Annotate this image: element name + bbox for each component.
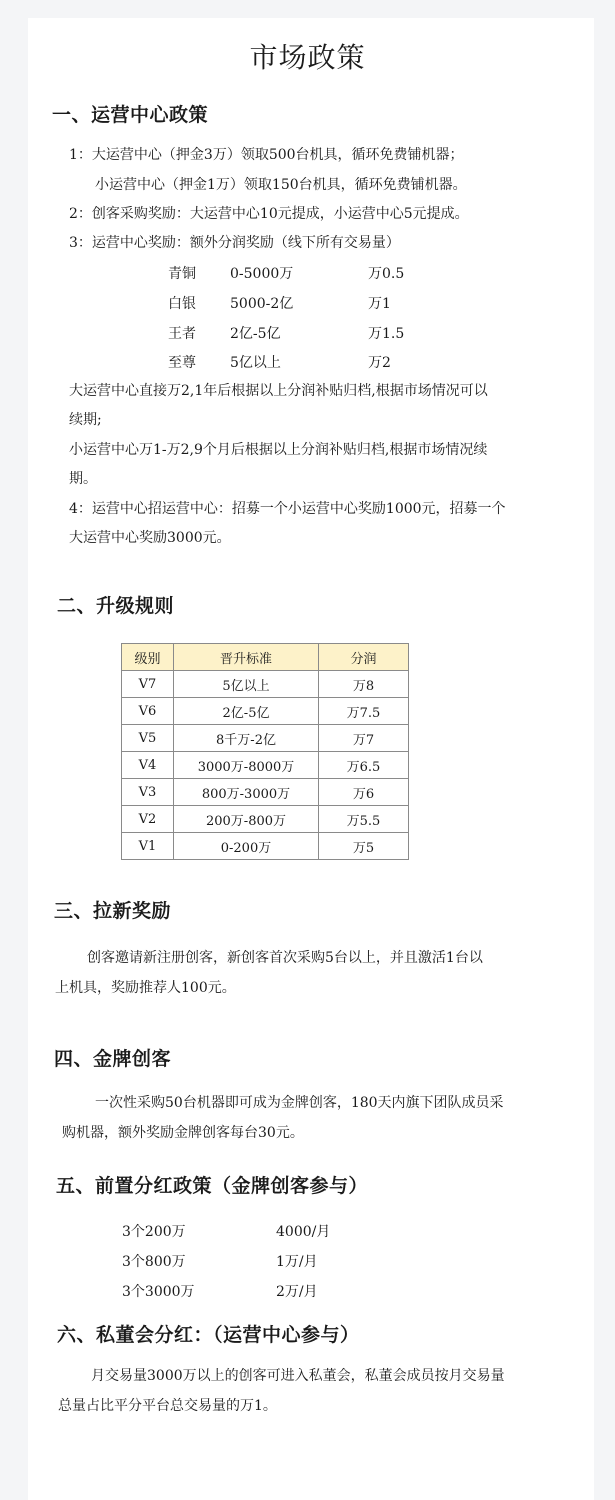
table-cell: 200万-800万: [174, 806, 319, 833]
tier-rate: 万2: [368, 355, 391, 371]
tier-range: 5000-2亿: [230, 296, 294, 312]
table-row: [122, 779, 409, 806]
tier-name: 王者: [168, 326, 196, 342]
paragraph-line: 1：大运营中心（押金3万）领取500台机具，循环免费铺机器；: [69, 147, 464, 163]
table-cell: 8千万-2亿: [174, 725, 319, 752]
dividend-count: 3个3000万: [122, 1284, 195, 1300]
table-cell: 万5: [319, 833, 409, 860]
table-cell: V2: [122, 806, 174, 833]
paragraph-line: 总量占比平分平台总交易量的万1。: [58, 1398, 277, 1414]
table-cell: V4: [122, 752, 174, 779]
table-cell: V7: [122, 671, 174, 698]
table-row: [122, 698, 409, 725]
section-heading-operation-center: 一、运营中心政策: [52, 104, 209, 126]
dividend-amount: 1万/月: [276, 1254, 318, 1270]
table-cell: 2亿-5亿: [174, 698, 319, 725]
paragraph-line: 期。: [69, 471, 97, 487]
table-cell: V5: [122, 725, 174, 752]
section-heading-dividend-policy: 五、前置分红政策（金牌创客参与）: [56, 1175, 369, 1197]
section-heading-upgrade-rules: 二、升级规则: [57, 595, 175, 617]
page-title: 市场政策: [249, 41, 366, 74]
table-cell: V1: [122, 833, 174, 860]
dividend-count: 3个800万: [122, 1254, 186, 1270]
column-header: 晋升标准: [174, 644, 319, 671]
table-row: [122, 752, 409, 779]
paragraph-line: 购机器，额外奖励金牌创客每台30元。: [62, 1125, 304, 1141]
dividend-amount: 4000/月: [276, 1224, 331, 1240]
paragraph-line: 续期;: [69, 412, 102, 428]
table-row: [122, 671, 409, 698]
table-cell: 万7.5: [319, 698, 409, 725]
table-row: [122, 725, 409, 752]
paragraph-line: 一次性采购50台机器即可成为金牌创客，180天内旗下团队成员采: [95, 1095, 504, 1111]
table-cell: 万5.5: [319, 806, 409, 833]
dividend-count: 3个200万: [122, 1224, 186, 1240]
paragraph-line: 大运营中心奖励3000元。: [69, 530, 231, 546]
tier-rate: 万1.5: [368, 326, 405, 342]
tier-range: 2亿-5亿: [230, 326, 281, 342]
tier-name: 白银: [168, 296, 196, 312]
tier-rate: 万1: [368, 296, 391, 312]
paragraph-line: 月交易量3000万以上的创客可进入私董会，私董会成员按月交易量: [91, 1368, 505, 1384]
tier-rate: 万0.5: [368, 266, 405, 282]
table-cell: 3000万-8000万: [174, 752, 319, 779]
paragraph-line: 2：创客采购奖励：大运营中心10元提成，小运营中心5元提成。: [69, 206, 469, 222]
tier-name: 至尊: [168, 355, 196, 371]
table-cell: 万8: [319, 671, 409, 698]
table-cell: 万6: [319, 779, 409, 806]
tier-name: 青铜: [168, 266, 196, 282]
tier-range: 5亿以上: [230, 355, 281, 371]
section-heading-private-board: 六、私董会分红：（运营中心参与）: [57, 1324, 360, 1346]
tier-range: 0-5000万: [230, 266, 294, 282]
table-cell: 万7: [319, 725, 409, 752]
table-cell: V3: [122, 779, 174, 806]
table-row: [122, 806, 409, 833]
paragraph-line: 上机具，奖励推荐人100元。: [55, 980, 236, 996]
paragraph-line: 小运营中心（押金1万）领取150台机具，循环免费铺机器。: [95, 177, 467, 193]
table-cell: 5亿以上: [174, 671, 319, 698]
column-header: 级别: [122, 644, 174, 671]
paragraph-line: 小运营中心万1-万2,9个月后根据以上分润补贴归档,根据市场情况续: [69, 442, 488, 458]
table-cell: 800万-3000万: [174, 779, 319, 806]
paragraph-line: 创客邀请新注册创客，新创客首次采购5台以上，并且激活1台以: [87, 950, 483, 966]
table-row: [122, 833, 409, 860]
dividend-amount: 2万/月: [276, 1284, 318, 1300]
paragraph-line: 3：运营中心奖励：额外分润奖励（线下所有交易量）: [69, 235, 400, 251]
table-cell: 0-200万: [174, 833, 319, 860]
section-heading-gold-maker: 四、金牌创客: [54, 1048, 172, 1070]
section-heading-referral-reward: 三、拉新奖励: [54, 900, 172, 922]
column-header: 分润: [319, 644, 409, 671]
table-cell: V6: [122, 698, 174, 725]
upgrade-rules-table: [121, 643, 409, 860]
table-cell: 万6.5: [319, 752, 409, 779]
paragraph-line: 4：运营中心招运营中心：招募一个小运营中心奖励1000元，招募一个: [69, 501, 506, 517]
table-header-row: [122, 644, 409, 671]
paragraph-line: 大运营中心直接万2,1年后根据以上分润补贴归档,根据市场情况可以: [69, 383, 488, 399]
